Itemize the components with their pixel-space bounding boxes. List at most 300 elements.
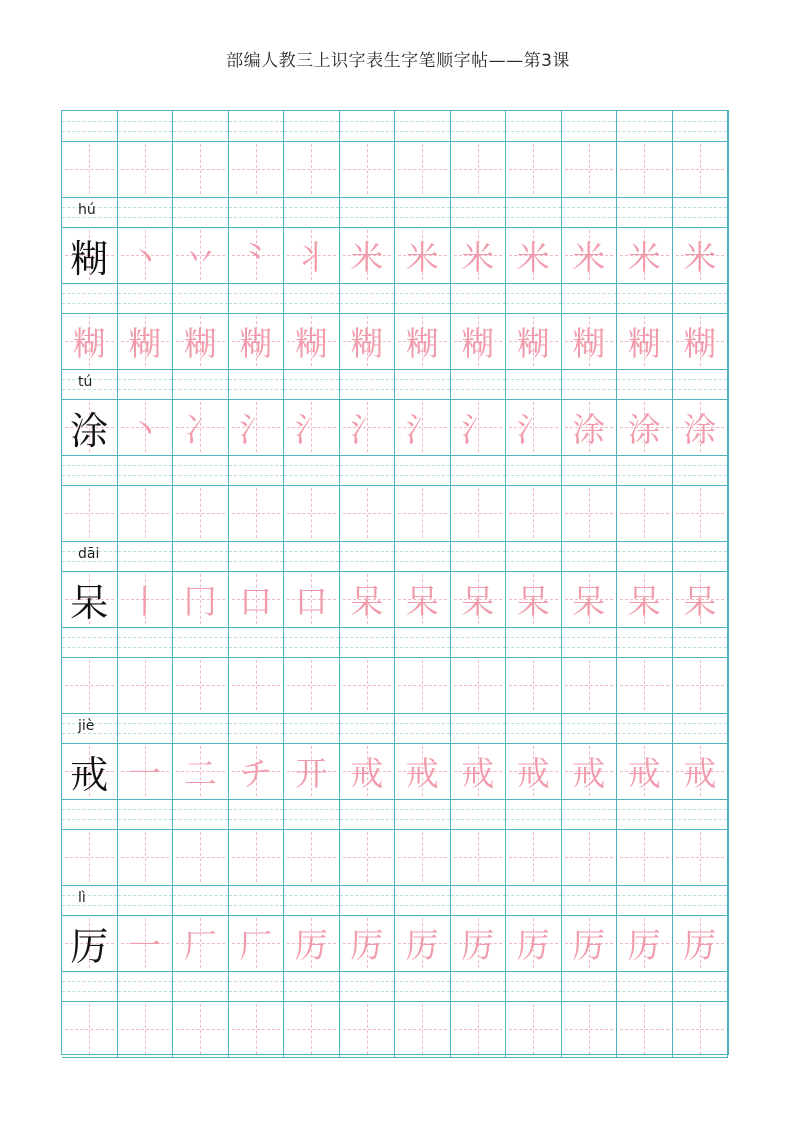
writing-cell[interactable] bbox=[284, 485, 340, 541]
character-row bbox=[62, 227, 728, 283]
trace-character: チ bbox=[239, 753, 273, 793]
pinyin-cell bbox=[340, 713, 396, 743]
pinyin-cell bbox=[173, 627, 229, 657]
pinyin-cell bbox=[451, 111, 507, 141]
pinyin-cell bbox=[617, 111, 673, 141]
pinyin-cell bbox=[617, 283, 673, 313]
pinyin-cell bbox=[617, 799, 673, 829]
writing-cell[interactable] bbox=[673, 399, 729, 455]
writing-cell[interactable] bbox=[118, 227, 174, 283]
pinyin-cell bbox=[673, 369, 729, 399]
pinyin-label: lì bbox=[78, 890, 86, 906]
writing-cell[interactable] bbox=[340, 227, 396, 283]
trace-character: 米 bbox=[627, 237, 661, 277]
writing-cell[interactable] bbox=[173, 915, 229, 971]
trace-character: 糊 bbox=[72, 323, 106, 363]
writing-cell[interactable] bbox=[284, 571, 340, 627]
writing-cell[interactable] bbox=[229, 1001, 285, 1057]
pinyin-cell bbox=[617, 885, 673, 915]
writing-cell[interactable] bbox=[284, 399, 340, 455]
trace-character: 氵 bbox=[350, 409, 384, 449]
pinyin-cell bbox=[229, 541, 285, 571]
writing-cell[interactable] bbox=[340, 829, 396, 885]
writing-cell[interactable] bbox=[118, 399, 174, 455]
writing-cell[interactable] bbox=[451, 1001, 507, 1057]
writing-cell[interactable] bbox=[62, 1001, 118, 1057]
pinyin-cell bbox=[451, 627, 507, 657]
writing-cell[interactable] bbox=[451, 829, 507, 885]
pinyin-row bbox=[62, 885, 728, 915]
page-title: 部编人教三上识字表生字笔顺字帖——第3课 bbox=[226, 51, 570, 71]
writing-cell[interactable] bbox=[395, 227, 451, 283]
writing-cell[interactable] bbox=[284, 657, 340, 713]
pinyin-cell bbox=[284, 627, 340, 657]
pinyin-cell bbox=[395, 541, 451, 571]
writing-cell[interactable] bbox=[62, 571, 118, 627]
writing-cell[interactable] bbox=[118, 485, 174, 541]
pinyin-cell bbox=[118, 111, 174, 141]
pinyin-cell bbox=[395, 455, 451, 485]
pinyin-cell bbox=[340, 971, 396, 1001]
writing-cell[interactable] bbox=[118, 1001, 174, 1057]
pinyin-cell bbox=[62, 799, 118, 829]
pinyin-cell bbox=[340, 111, 396, 141]
writing-cell[interactable] bbox=[62, 313, 118, 369]
trace-character: 厂 bbox=[239, 925, 273, 965]
pinyin-cell bbox=[673, 627, 729, 657]
character-row bbox=[62, 915, 728, 971]
pinyin-cell bbox=[562, 283, 618, 313]
trace-character: 米 bbox=[572, 237, 606, 277]
pinyin-label: dāi bbox=[78, 546, 100, 562]
writing-cell[interactable] bbox=[673, 1001, 729, 1057]
writing-cell[interactable] bbox=[229, 485, 285, 541]
trace-character: 米 bbox=[350, 237, 384, 277]
writing-cell[interactable] bbox=[173, 657, 229, 713]
writing-cell[interactable] bbox=[617, 485, 673, 541]
pinyin-cell bbox=[673, 197, 729, 227]
pinyin-row bbox=[62, 197, 728, 227]
pinyin-cell bbox=[562, 627, 618, 657]
trace-character: 糊 bbox=[128, 323, 162, 363]
trace-character: 糊 bbox=[183, 323, 217, 363]
pinyin-cell bbox=[173, 197, 229, 227]
trace-character: 一 bbox=[128, 753, 162, 793]
writing-cell[interactable] bbox=[284, 915, 340, 971]
pinyin-cell bbox=[118, 799, 174, 829]
pinyin-cell bbox=[451, 283, 507, 313]
pinyin-row bbox=[62, 455, 728, 485]
pinyin-cell bbox=[673, 541, 729, 571]
model-character: 厉 bbox=[70, 924, 109, 969]
writing-cell[interactable] bbox=[506, 657, 562, 713]
writing-cell[interactable] bbox=[173, 829, 229, 885]
pinyin-cell bbox=[340, 799, 396, 829]
pinyin-row bbox=[62, 627, 728, 657]
writing-cell[interactable] bbox=[118, 657, 174, 713]
writing-cell[interactable] bbox=[451, 915, 507, 971]
writing-cell[interactable] bbox=[617, 915, 673, 971]
trace-character: 厉 bbox=[294, 925, 328, 965]
pinyin-cell bbox=[395, 369, 451, 399]
character-row bbox=[62, 829, 728, 885]
writing-cell[interactable] bbox=[62, 485, 118, 541]
pinyin-cell bbox=[62, 455, 118, 485]
trace-character: 戒 bbox=[405, 753, 439, 793]
pinyin-cell bbox=[284, 541, 340, 571]
trace-character: 厂 bbox=[183, 925, 217, 965]
trace-character: 冫 bbox=[183, 409, 217, 449]
pinyin-cell bbox=[62, 283, 118, 313]
writing-cell[interactable] bbox=[395, 1001, 451, 1057]
writing-cell[interactable] bbox=[506, 915, 562, 971]
pinyin-cell bbox=[173, 455, 229, 485]
writing-cell[interactable] bbox=[395, 657, 451, 713]
writing-cell[interactable] bbox=[617, 571, 673, 627]
trace-character: 戒 bbox=[627, 753, 661, 793]
writing-cell[interactable] bbox=[617, 657, 673, 713]
model-character: 戒 bbox=[70, 752, 109, 797]
pinyin-cell bbox=[229, 885, 285, 915]
trace-character: 丷 bbox=[183, 237, 217, 277]
trace-character: 戒 bbox=[350, 753, 384, 793]
character-row bbox=[62, 743, 728, 799]
pinyin-cell bbox=[451, 197, 507, 227]
character-row bbox=[62, 485, 728, 541]
writing-cell[interactable] bbox=[673, 915, 729, 971]
writing-cell[interactable] bbox=[506, 1001, 562, 1057]
writing-cell[interactable] bbox=[506, 313, 562, 369]
pinyin-cell bbox=[395, 713, 451, 743]
pinyin-cell bbox=[506, 369, 562, 399]
pinyin-cell bbox=[62, 541, 118, 571]
writing-cell[interactable] bbox=[284, 743, 340, 799]
trace-character: 戒 bbox=[572, 753, 606, 793]
writing-cell[interactable] bbox=[673, 657, 729, 713]
writing-cell[interactable] bbox=[62, 829, 118, 885]
writing-cell[interactable] bbox=[506, 743, 562, 799]
writing-cell[interactable] bbox=[617, 829, 673, 885]
trace-character: 氵 bbox=[461, 409, 495, 449]
trace-character: 一 bbox=[128, 925, 162, 965]
writing-cell[interactable] bbox=[62, 399, 118, 455]
trace-character: 冂 bbox=[183, 581, 217, 621]
pinyin-cell bbox=[562, 369, 618, 399]
pinyin-cell bbox=[229, 283, 285, 313]
trace-character: 糊 bbox=[572, 323, 606, 363]
writing-cell[interactable] bbox=[340, 485, 396, 541]
writing-cell[interactable] bbox=[284, 829, 340, 885]
pinyin-cell bbox=[229, 197, 285, 227]
writing-cell[interactable] bbox=[506, 141, 562, 197]
writing-cell[interactable] bbox=[118, 313, 174, 369]
writing-cell[interactable] bbox=[340, 313, 396, 369]
writing-cell[interactable] bbox=[229, 915, 285, 971]
pinyin-row bbox=[62, 111, 728, 141]
trace-character: 厉 bbox=[572, 925, 606, 965]
writing-cell[interactable] bbox=[395, 915, 451, 971]
pinyin-row bbox=[62, 713, 728, 743]
pinyin-cell bbox=[62, 111, 118, 141]
writing-cell[interactable] bbox=[562, 485, 618, 541]
trace-character: 呆 bbox=[516, 581, 550, 621]
pinyin-cell bbox=[506, 197, 562, 227]
trace-character: 呆 bbox=[572, 581, 606, 621]
trace-character: 丬 bbox=[294, 237, 328, 277]
pinyin-cell bbox=[617, 971, 673, 1001]
writing-cell[interactable] bbox=[395, 571, 451, 627]
pinyin-row bbox=[62, 541, 728, 571]
writing-cell[interactable] bbox=[284, 313, 340, 369]
pinyin-cell bbox=[506, 799, 562, 829]
pinyin-cell bbox=[340, 283, 396, 313]
trace-character: 丶 bbox=[128, 409, 162, 449]
writing-cell[interactable] bbox=[229, 829, 285, 885]
pinyin-cell bbox=[451, 799, 507, 829]
pinyin-cell bbox=[506, 455, 562, 485]
trace-character: 丨 bbox=[128, 581, 162, 621]
pinyin-cell bbox=[673, 799, 729, 829]
pinyin-cell bbox=[62, 713, 118, 743]
writing-cell[interactable] bbox=[173, 313, 229, 369]
pinyin-cell bbox=[395, 111, 451, 141]
writing-cell[interactable] bbox=[340, 399, 396, 455]
trace-character: 涂 bbox=[627, 409, 661, 449]
pinyin-cell bbox=[118, 885, 174, 915]
trace-character: 糊 bbox=[239, 323, 273, 363]
writing-cell[interactable] bbox=[562, 829, 618, 885]
writing-cell[interactable] bbox=[506, 571, 562, 627]
trace-character: 涂 bbox=[683, 409, 717, 449]
writing-cell[interactable] bbox=[395, 829, 451, 885]
writing-cell[interactable] bbox=[395, 399, 451, 455]
writing-cell[interactable] bbox=[229, 571, 285, 627]
model-character: 涂 bbox=[70, 408, 109, 453]
writing-cell[interactable] bbox=[340, 141, 396, 197]
writing-cell[interactable] bbox=[673, 313, 729, 369]
writing-cell[interactable] bbox=[617, 1001, 673, 1057]
pinyin-cell bbox=[118, 455, 174, 485]
trace-character: 厉 bbox=[405, 925, 439, 965]
writing-cell[interactable] bbox=[340, 1001, 396, 1057]
trace-character: 氵 bbox=[239, 409, 273, 449]
writing-cell[interactable] bbox=[451, 313, 507, 369]
pinyin-cell bbox=[173, 283, 229, 313]
writing-cell[interactable] bbox=[562, 399, 618, 455]
pinyin-cell bbox=[118, 369, 174, 399]
writing-cell[interactable] bbox=[395, 485, 451, 541]
pinyin-cell bbox=[173, 541, 229, 571]
pinyin-cell bbox=[617, 713, 673, 743]
writing-cell[interactable] bbox=[173, 227, 229, 283]
writing-cell[interactable] bbox=[395, 141, 451, 197]
writing-cell[interactable] bbox=[229, 657, 285, 713]
trace-character: 口 bbox=[294, 581, 328, 621]
trace-character: 二 bbox=[183, 753, 217, 793]
pinyin-cell bbox=[506, 885, 562, 915]
model-character: 呆 bbox=[70, 580, 109, 625]
pinyin-cell bbox=[229, 971, 285, 1001]
writing-cell[interactable] bbox=[62, 743, 118, 799]
writing-cell[interactable] bbox=[118, 915, 174, 971]
writing-cell[interactable] bbox=[451, 743, 507, 799]
writing-cell[interactable] bbox=[229, 399, 285, 455]
writing-cell[interactable] bbox=[62, 141, 118, 197]
trace-character: 糊 bbox=[350, 323, 384, 363]
trace-character: 糊 bbox=[405, 323, 439, 363]
pinyin-cell bbox=[673, 111, 729, 141]
writing-cell[interactable] bbox=[451, 485, 507, 541]
writing-cell[interactable] bbox=[562, 571, 618, 627]
writing-cell[interactable] bbox=[451, 657, 507, 713]
writing-cell[interactable] bbox=[673, 571, 729, 627]
writing-cell[interactable] bbox=[617, 227, 673, 283]
pinyin-cell bbox=[118, 713, 174, 743]
model-character: 糊 bbox=[70, 236, 109, 281]
pinyin-cell bbox=[118, 541, 174, 571]
pinyin-cell bbox=[229, 799, 285, 829]
writing-cell[interactable] bbox=[340, 743, 396, 799]
pinyin-cell bbox=[340, 541, 396, 571]
pinyin-cell bbox=[340, 627, 396, 657]
trace-character: 厉 bbox=[683, 925, 717, 965]
writing-cell[interactable] bbox=[617, 743, 673, 799]
trace-character: 呆 bbox=[405, 581, 439, 621]
writing-cell[interactable] bbox=[395, 743, 451, 799]
pinyin-cell bbox=[562, 541, 618, 571]
pinyin-cell bbox=[617, 455, 673, 485]
writing-cell[interactable] bbox=[562, 1001, 618, 1057]
writing-cell[interactable] bbox=[229, 313, 285, 369]
writing-cell[interactable] bbox=[562, 915, 618, 971]
pinyin-cell bbox=[284, 455, 340, 485]
writing-cell[interactable] bbox=[562, 227, 618, 283]
pinyin-cell bbox=[562, 885, 618, 915]
pinyin-cell bbox=[229, 627, 285, 657]
writing-cell[interactable] bbox=[173, 1001, 229, 1057]
pinyin-cell bbox=[451, 885, 507, 915]
trace-character: 米 bbox=[461, 237, 495, 277]
trace-character: 氵 bbox=[516, 409, 550, 449]
writing-cell[interactable] bbox=[451, 227, 507, 283]
trace-character: 丶 bbox=[128, 237, 162, 277]
trace-character: 口 bbox=[239, 581, 273, 621]
writing-cell[interactable] bbox=[173, 743, 229, 799]
writing-cell[interactable] bbox=[506, 485, 562, 541]
pinyin-cell bbox=[340, 455, 396, 485]
pinyin-cell bbox=[451, 369, 507, 399]
writing-cell[interactable] bbox=[451, 571, 507, 627]
writing-cell[interactable] bbox=[340, 657, 396, 713]
writing-cell[interactable] bbox=[173, 485, 229, 541]
writing-cell[interactable] bbox=[229, 227, 285, 283]
pinyin-cell bbox=[673, 713, 729, 743]
writing-cell[interactable] bbox=[562, 141, 618, 197]
writing-cell[interactable] bbox=[506, 399, 562, 455]
writing-cell[interactable] bbox=[284, 1001, 340, 1057]
pinyin-row bbox=[62, 799, 728, 829]
trace-character: 戒 bbox=[461, 753, 495, 793]
writing-cell[interactable] bbox=[284, 141, 340, 197]
writing-cell[interactable] bbox=[562, 657, 618, 713]
pinyin-cell bbox=[506, 283, 562, 313]
trace-character: 厉 bbox=[516, 925, 550, 965]
practice-grid bbox=[61, 110, 729, 1055]
character-row bbox=[62, 399, 728, 455]
trace-character: 糊 bbox=[683, 323, 717, 363]
trace-character: 米 bbox=[683, 237, 717, 277]
trace-character: 涂 bbox=[572, 409, 606, 449]
pinyin-cell bbox=[118, 627, 174, 657]
pinyin-cell bbox=[562, 455, 618, 485]
writing-cell[interactable] bbox=[229, 141, 285, 197]
writing-cell[interactable] bbox=[173, 399, 229, 455]
writing-cell[interactable] bbox=[451, 141, 507, 197]
pinyin-cell bbox=[562, 971, 618, 1001]
pinyin-cell bbox=[451, 541, 507, 571]
writing-cell[interactable] bbox=[617, 399, 673, 455]
trace-character: 呆 bbox=[627, 581, 661, 621]
pinyin-cell bbox=[617, 541, 673, 571]
writing-cell[interactable] bbox=[62, 657, 118, 713]
writing-cell[interactable] bbox=[673, 141, 729, 197]
writing-cell[interactable] bbox=[673, 743, 729, 799]
pinyin-cell bbox=[173, 713, 229, 743]
writing-cell[interactable] bbox=[562, 313, 618, 369]
writing-cell[interactable] bbox=[673, 829, 729, 885]
writing-cell[interactable] bbox=[617, 313, 673, 369]
pinyin-cell bbox=[284, 283, 340, 313]
writing-cell[interactable] bbox=[506, 829, 562, 885]
writing-cell[interactable] bbox=[62, 227, 118, 283]
writing-cell[interactable] bbox=[173, 141, 229, 197]
pinyin-cell bbox=[284, 799, 340, 829]
writing-cell[interactable] bbox=[118, 571, 174, 627]
writing-cell[interactable] bbox=[173, 571, 229, 627]
pinyin-cell bbox=[451, 713, 507, 743]
writing-cell[interactable] bbox=[451, 399, 507, 455]
writing-cell[interactable] bbox=[118, 829, 174, 885]
pinyin-cell bbox=[395, 799, 451, 829]
pinyin-cell bbox=[673, 455, 729, 485]
writing-cell[interactable] bbox=[229, 743, 285, 799]
writing-cell[interactable] bbox=[673, 227, 729, 283]
pinyin-label: hú bbox=[78, 202, 96, 218]
writing-cell[interactable] bbox=[395, 313, 451, 369]
writing-cell[interactable] bbox=[506, 227, 562, 283]
trace-character: 米 bbox=[405, 237, 439, 277]
writing-cell[interactable] bbox=[118, 743, 174, 799]
pinyin-cell bbox=[506, 713, 562, 743]
writing-cell[interactable] bbox=[562, 743, 618, 799]
pinyin-cell bbox=[340, 369, 396, 399]
writing-cell[interactable] bbox=[617, 141, 673, 197]
writing-cell[interactable] bbox=[673, 485, 729, 541]
pinyin-cell bbox=[562, 713, 618, 743]
trace-character: 氵 bbox=[405, 409, 439, 449]
trace-character: 糊 bbox=[516, 323, 550, 363]
writing-cell[interactable] bbox=[284, 227, 340, 283]
writing-cell[interactable] bbox=[62, 915, 118, 971]
pinyin-cell bbox=[451, 455, 507, 485]
pinyin-cell bbox=[284, 971, 340, 1001]
trace-character: 厉 bbox=[461, 925, 495, 965]
writing-cell[interactable] bbox=[340, 571, 396, 627]
writing-cell[interactable] bbox=[118, 141, 174, 197]
character-row bbox=[62, 313, 728, 369]
pinyin-cell bbox=[284, 197, 340, 227]
writing-cell[interactable] bbox=[340, 915, 396, 971]
